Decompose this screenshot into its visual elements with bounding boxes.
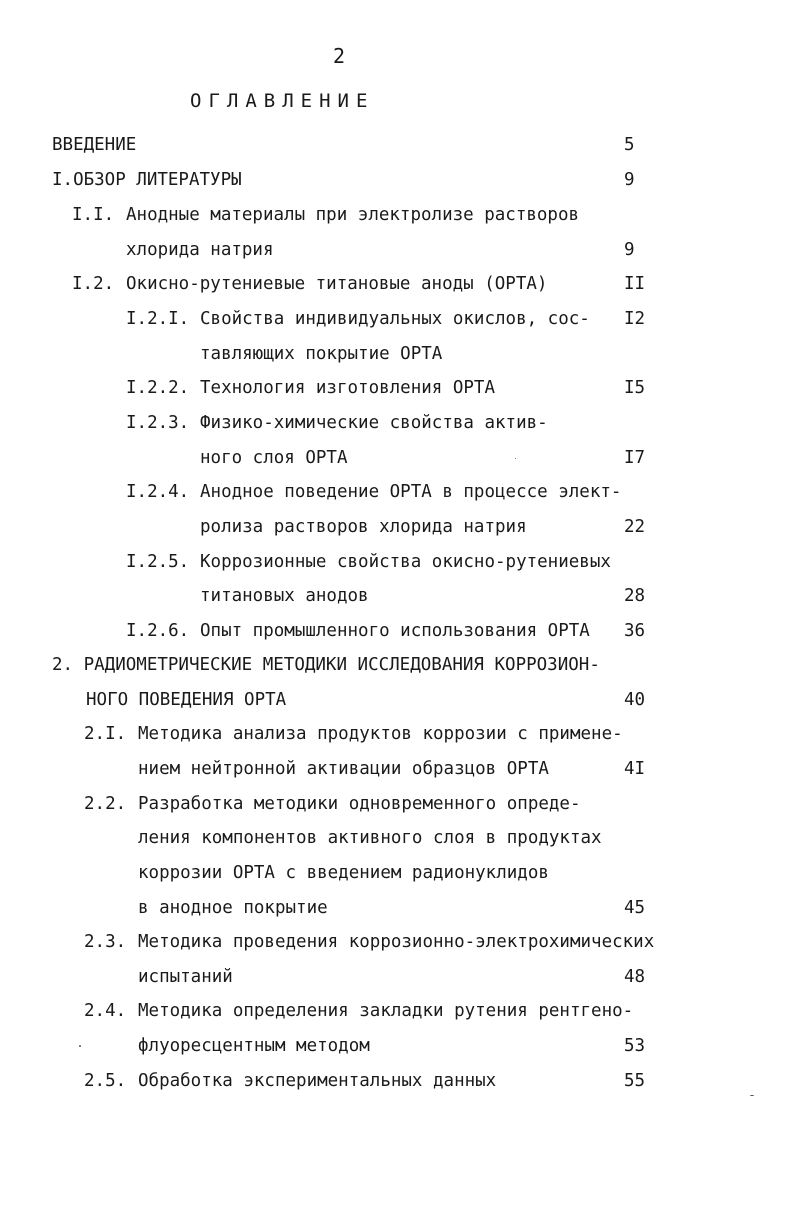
toc-s1-2-2-num: I.2.2. (126, 378, 190, 398)
toc-s2-5-num: 2.5. (84, 1071, 127, 1091)
scan-speck (515, 458, 516, 459)
toc-s1-2-5-line2: титановых анодов (200, 586, 369, 606)
toc-s2-2-line4: в анодное покрытие (138, 898, 328, 918)
toc-s1-2-3-num: I.2.3. (126, 413, 190, 433)
toc-s2-1-page: 4I (624, 759, 646, 779)
toc-ch1-page: 9 (624, 170, 635, 190)
toc-s2-5-line1: Обработка экспериментальных данных (138, 1071, 497, 1091)
toc-s2-5-page: 55 (624, 1071, 646, 1091)
toc-s2-2-line3: коррозии ОРТА с введением радионуклидов (138, 863, 549, 883)
toc-s2-2-line2: ления компонентов активного слоя в продуктах (138, 828, 602, 848)
toc-s1-1-page: 9 (624, 240, 635, 260)
toc-s2-4-line2: флуоресцентным методом (138, 1036, 370, 1056)
toc-s1-2-6-num: I.2.6. (126, 621, 190, 641)
toc-s2-4-num: 2.4. (84, 1001, 127, 1021)
toc-s1-2-5-num: I.2.5. (126, 552, 190, 572)
toc-s1-2-5-line1: Коррозионные свойства окисно-рутениевых (200, 552, 611, 572)
toc-intro-text: ВВЕДЕНИЕ (52, 135, 137, 155)
toc-s1-2-line1: Окисно-рутениевые титановые аноды (ОРТА) (126, 274, 548, 294)
toc-s2-2-line1: Разработка методики одновременного опреде- (138, 794, 581, 814)
toc-ch1-text: I.ОБЗОР ЛИТЕРАТУРЫ (52, 170, 242, 190)
toc-s2-1-num: 2.I. (84, 724, 127, 744)
toc-s1-2-6-page: 36 (624, 621, 646, 641)
toc-s1-2-3-page: I7 (624, 448, 646, 468)
toc-s1-2-page: II (624, 274, 646, 294)
toc-s1-2-1-line1: Свойства индивидуальных окислов, сос- (200, 309, 590, 329)
scan-speck (79, 1045, 81, 1047)
toc-s2-4-line1: Методика определения закладки рутения рентгено- (138, 1001, 634, 1021)
page-title: ОГЛАВЛЕНИЕ (190, 90, 375, 112)
toc-s2-4-page: 53 (624, 1036, 646, 1056)
toc-s2-3-line2: испытаний (138, 967, 233, 987)
toc-s1-2-2-line1: Технология изготовления ОРТА (200, 378, 496, 398)
toc-ch2-line2: НОГО ПОВЕДЕНИЯ ОРТА (86, 690, 287, 710)
toc-s2-1-line1: Методика анализа продуктов коррозии с примене- (138, 724, 623, 744)
toc-s1-1-line1: Анодные материалы при электролизе растворов (126, 205, 580, 225)
toc-s2-3-page: 48 (624, 967, 646, 987)
toc-s1-1-num: I.I. (72, 205, 115, 225)
toc-s2-2-num: 2.2. (84, 794, 127, 814)
scan-speck (750, 1095, 754, 1096)
toc-s1-2-1-line2: тавляющих покрытие ОРТА (200, 344, 443, 364)
toc-s1-2-4-page: 22 (624, 517, 646, 537)
page-number: 2 (333, 44, 346, 68)
toc-ch2-line1: 2. РАДИОМЕТРИЧЕСКИЕ МЕТОДИКИ ИССЛЕДОВАНИЯ КОРРОЗИОН- (52, 655, 600, 675)
toc-s2-2-page: 45 (624, 898, 646, 918)
toc-ch2-page: 40 (624, 690, 646, 710)
toc-s1-2-6-line1: Опыт промышленного использования ОРТА (200, 621, 590, 641)
toc-s1-2-1-page: I2 (624, 309, 646, 329)
toc-s1-2-1-num: I.2.I. (126, 309, 190, 329)
toc-s1-2-3-line1: Физико-химические свойства актив- (200, 413, 548, 433)
toc-s1-2-5-page: 28 (624, 586, 646, 606)
toc-s2-1-line2: нием нейтронной активации образцов ОРТА (138, 759, 549, 779)
toc-s1-2-2-page: I5 (624, 378, 646, 398)
toc-s1-2-num: I.2. (72, 274, 115, 294)
toc-s1-2-4-line1: Анодное поведение ОРТА в процессе элект- (200, 482, 622, 502)
toc-s2-3-line1: Методика проведения коррозионно-электрохимических (138, 932, 655, 952)
toc-s1-2-4-num: I.2.4. (126, 482, 190, 502)
toc-s1-2-3-line2: ного слоя ОРТА (200, 448, 348, 468)
toc-s1-1-line2: хлорида натрия (126, 240, 274, 260)
toc-intro-page: 5 (624, 135, 635, 155)
toc-s1-2-4-line2: ролиза растворов хлорида натрия (200, 517, 527, 537)
toc-s2-3-num: 2.3. (84, 932, 127, 952)
